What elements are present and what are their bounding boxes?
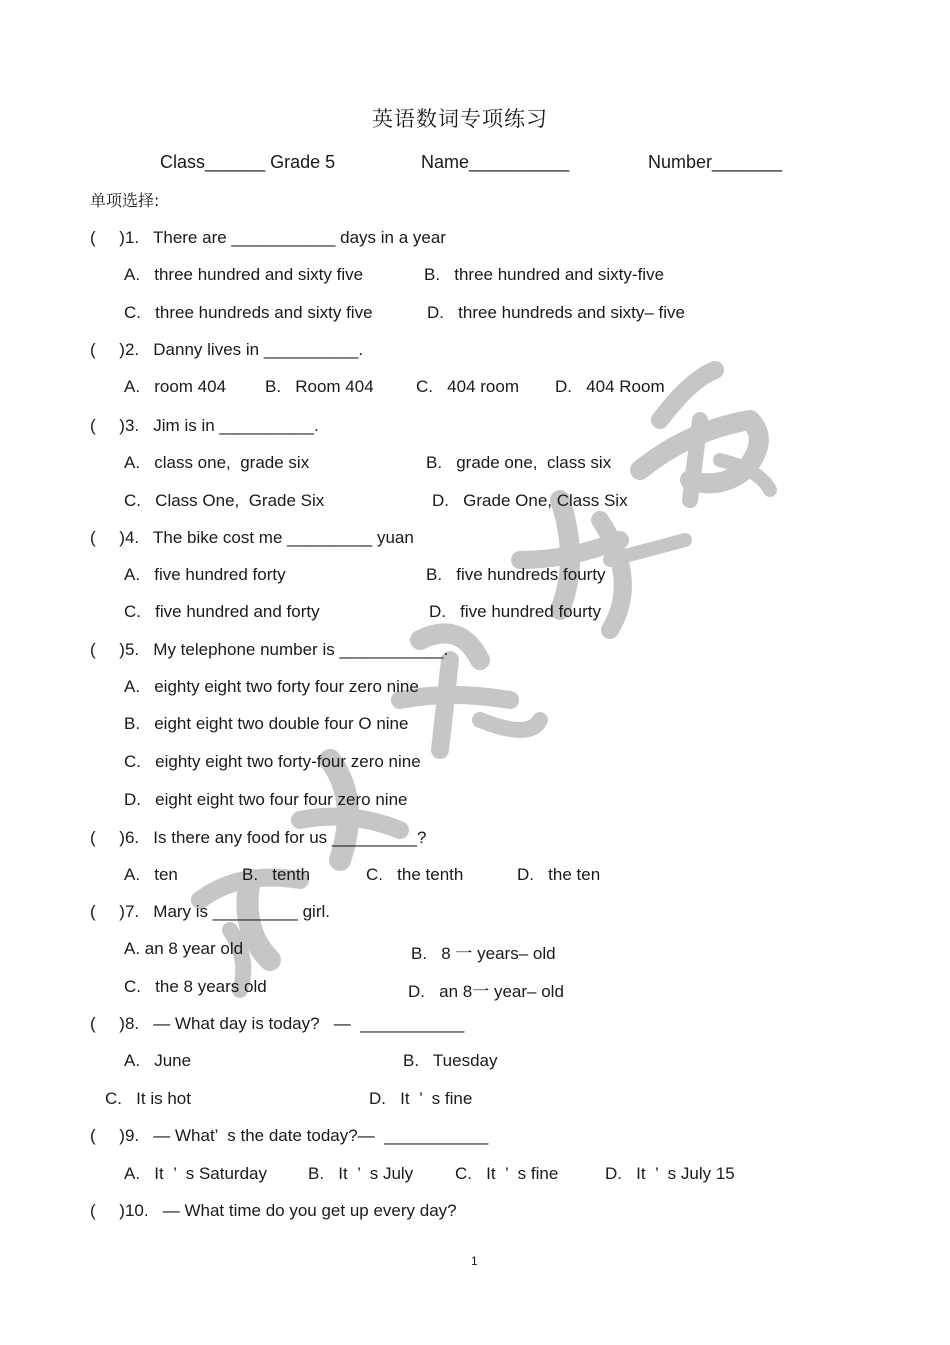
option-2d: D. 404 Room [555, 377, 665, 396]
option-3a: A. class one, grade six [124, 453, 310, 472]
option-1b: B. three hundred and sixty-five [424, 265, 665, 284]
option-4c: C. five hundred and forty [124, 602, 320, 621]
option-8c: C. It is hot [105, 1089, 191, 1108]
option-1c: C. three hundreds and sixty five [124, 303, 373, 322]
option-9d: D. It ’ s July 15 [605, 1164, 735, 1183]
option-1d: D. three hundreds and sixty– five [427, 303, 685, 322]
name-field: Name__________ [421, 152, 570, 172]
option-7c: C. the 8 years old [124, 977, 267, 996]
option-9a: A. It ’ s Saturday [124, 1164, 267, 1183]
option-5d: D. eight eight two four four zero nine [124, 790, 408, 809]
option-7a: A. an 8 year old [124, 939, 244, 958]
option-6b: B. tenth [242, 865, 311, 884]
option-6a: A. ten [124, 865, 178, 884]
question-2: ( )2. Danny lives in __________. [90, 340, 364, 359]
option-4d: D. five hundred fourty [429, 602, 601, 621]
question-1: ( )1. There are ___________ days in a year [90, 228, 446, 247]
option-3d: D. Grade One, Class Six [432, 491, 628, 510]
option-7d: D. an 8一 year– old [408, 982, 564, 1001]
option-8d: D. It ’ s fine [369, 1089, 473, 1108]
question-10: ( )10. — What time do you get up every day? [90, 1201, 457, 1220]
option-6c: C. the tenth [366, 865, 464, 884]
option-4b: B. five hundreds fourty [426, 565, 606, 584]
option-3b: B. grade one, class six [426, 453, 612, 472]
option-6d: D. the ten [517, 865, 601, 884]
question-3: ( )3. Jim is in __________. [90, 416, 319, 435]
option-8b: B. Tuesday [403, 1051, 498, 1070]
page-number: 1 [471, 1254, 478, 1268]
option-1a: A. three hundred and sixty five [124, 265, 364, 284]
option-5b: B. eight eight two double four O nine [124, 714, 409, 733]
question-8: ( )8. — What day is today? — ___________ [90, 1014, 465, 1033]
class-field: Class______ Grade 5 [160, 152, 336, 172]
option-2a: A. room 404 [124, 377, 227, 396]
option-5c: C. eighty eight two forty-four zero nine [124, 752, 421, 771]
option-3c: C. Class One, Grade Six [124, 491, 325, 510]
page-title: 英语数词专项练习 [372, 107, 548, 131]
option-9c: C. It ’ s fine [455, 1164, 559, 1183]
option-7b: B. 8 一 years– old [411, 944, 556, 963]
question-9: ( )9. — What’ s the date today?— ___________ [90, 1126, 489, 1145]
option-2b: B. Room 404 [265, 377, 374, 396]
option-5a: A. eighty eight two forty four zero nine [124, 677, 419, 696]
option-9b: B. It ’ s July [308, 1164, 414, 1183]
option-8a: A. June [124, 1051, 192, 1070]
section-heading: 单项选择: [90, 191, 160, 210]
option-4a: A. five hundred forty [124, 565, 286, 584]
question-5: ( )5. My telephone number is ___________. [90, 640, 449, 659]
number-field: Number_______ [648, 152, 783, 172]
option-2c: C. 404 room [416, 377, 519, 396]
question-6: ( )6. Is there any food for us _________? [90, 828, 427, 847]
question-4: ( )4. The bike cost me _________ yuan [90, 528, 414, 547]
question-7: ( )7. Mary is _________ girl. [90, 902, 330, 921]
